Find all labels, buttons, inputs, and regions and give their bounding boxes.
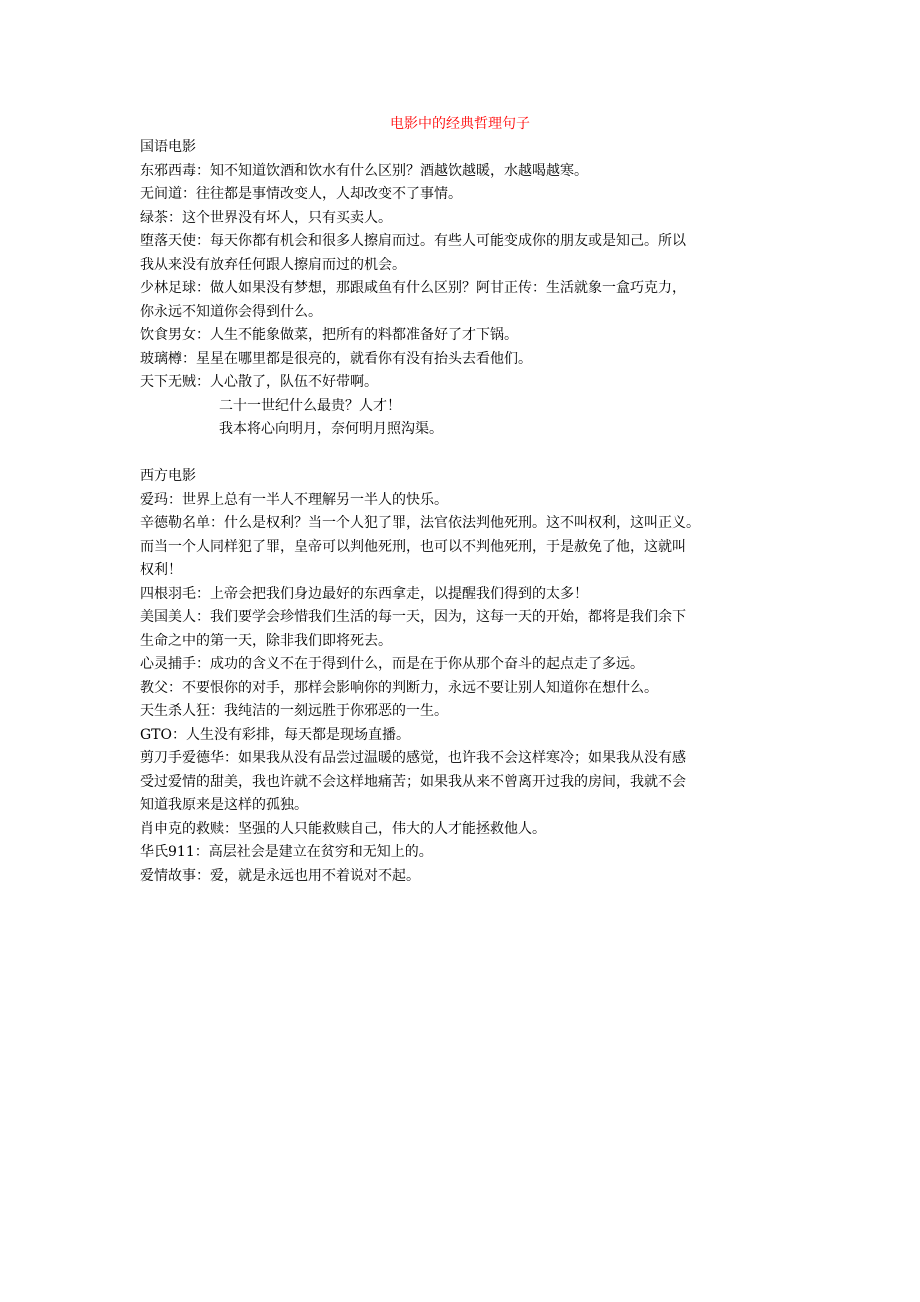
text-line: 绿茶：这个世界没有坏人，只有买卖人。 bbox=[140, 209, 392, 226]
text-line: 美国美人：我们要学会珍惜我们生活的每一天，因为，这每一天的开始，都将是我们余下 bbox=[140, 609, 686, 625]
indented-quote-line: 二十一世纪什么最贵？人才！ bbox=[219, 397, 401, 414]
text-line: 无间道：往往都是事情改变人，人却改变不了事情。 bbox=[140, 186, 462, 202]
text-line: 心灵捕手：成功的含义不在于得到什么，而是在于你从那个奋斗的起点走了多远。 bbox=[140, 656, 644, 672]
text-line: 华氏911：高层社会是建立在贫穷和无知上的。 bbox=[140, 844, 433, 860]
indented-quote-line: 我本将心向明月，奈何明月照沟渠。 bbox=[219, 421, 443, 437]
text-line: 玻璃樽：星星在哪里都是很亮的，就看你有没有抬头去看他们。 bbox=[140, 350, 532, 367]
text-line: 肖申克的救赎：坚强的人只能救赎自己，伟大的人才能拯救他人。 bbox=[140, 820, 546, 837]
text-line: 辛德勒名单：什么是权利？当一个人犯了罪，法官依法判他死刑。这不叫权利，这叫正义。 bbox=[140, 515, 700, 531]
text-line: 教父：不要恨你的对手，那样会影响你的判断力，永远不要让别人知道你在想什么。 bbox=[140, 679, 658, 696]
text-line: 权利！ bbox=[140, 562, 182, 578]
text-line: 知道我原来是这样的孤独。 bbox=[140, 797, 308, 813]
text-line: 你永远不知道你会得到什么。 bbox=[140, 303, 322, 320]
text-line: 天下无贼：人心散了，队伍不好带啊。 bbox=[140, 374, 378, 390]
text-line: 剪刀手爱德华：如果我从没有品尝过温暖的感觉，也许我不会这样寒冷；如果我从没有感 bbox=[140, 750, 686, 766]
text-line: 爱情故事：爱，就是永远也用不着说对不起。 bbox=[140, 867, 420, 884]
text-line: 生命之中的第一天，除非我们即将死去。 bbox=[140, 632, 392, 649]
text-line: 东邪西毒：知不知道饮酒和饮水有什么区别？酒越饮越暖，水越喝越寒。 bbox=[140, 162, 588, 179]
text-line: 西方电影 bbox=[140, 468, 196, 484]
text-line: 堕落天使：每天你都有机会和很多人擦肩而过。有些人可能变成你的朋友或是知己。所以 bbox=[140, 233, 686, 249]
text-line: 天生杀人狂：我纯洁的一刻远胜于你邪恶的一生。 bbox=[140, 703, 448, 719]
text-line: 四根羽毛：上帝会把我们身边最好的东西拿走，以提醒我们得到的太多！ bbox=[140, 585, 588, 602]
document-title: 电影中的经典哲理句子 bbox=[390, 116, 530, 132]
text-line: 爱玛：世界上总有一半人不理解另一半人的快乐。 bbox=[140, 491, 448, 508]
text-line: 而当一个人同样犯了罪，皇帝可以判他死刑，也可以不判他死刑，于是赦免了他，这就叫 bbox=[140, 538, 686, 555]
text-line: GTO：人生没有彩排，每天都是现场直播。 bbox=[140, 726, 410, 743]
text-line: 我从来没有放弃任何跟人擦肩而过的机会。 bbox=[140, 256, 406, 273]
blank-line bbox=[140, 442, 800, 466]
text-line: 饮食男女：人生不能象做菜，把所有的料都准备好了才下锅。 bbox=[140, 327, 518, 343]
text-line: 国语电影 bbox=[140, 139, 196, 155]
text-line: 受过爱情的甜美，我也许就不会这样地痛苦；如果我从来不曾离开过我的房间，我就不会 bbox=[140, 773, 686, 790]
document-body bbox=[140, 136, 800, 888]
text-line: 少林足球：做人如果没有梦想，那跟咸鱼有什么区别？阿甘正传：生活就象一盒巧克力， bbox=[140, 280, 686, 296]
